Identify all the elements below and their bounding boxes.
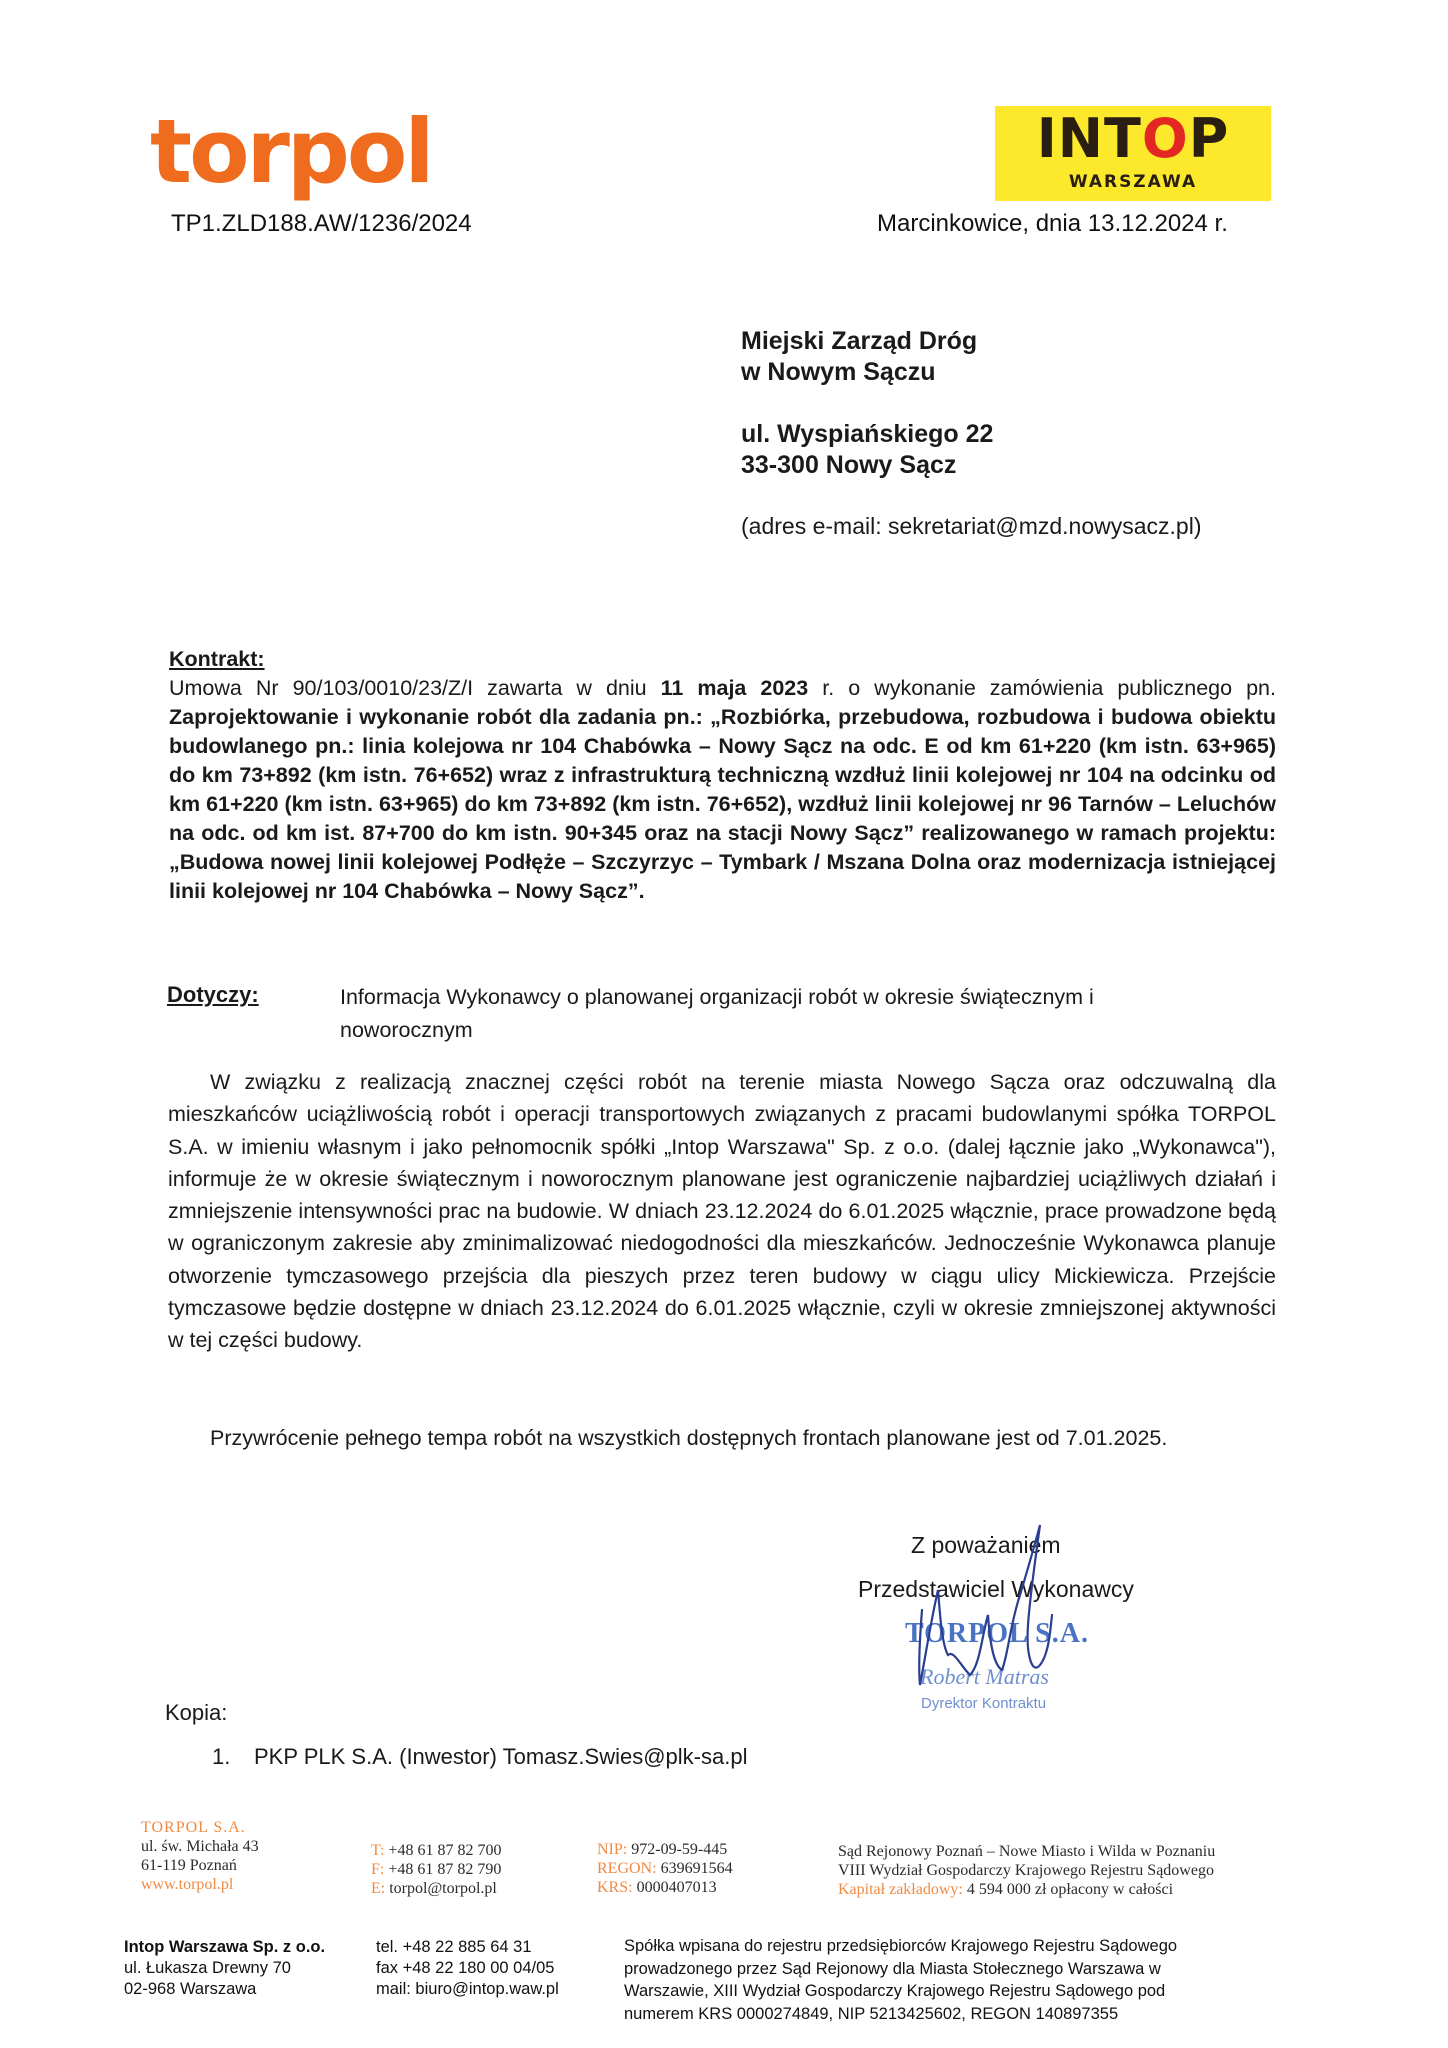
footer-torpol-ids: NIP: 972-09-59-445 REGON: 639691564 KRS: 0000407013 — [597, 1841, 733, 1896]
reference-number: TP1.ZLD188.AW/1236/2024 — [171, 210, 472, 237]
place-date: Marcinkowice, dnia 13.12.2024 r. — [877, 210, 1228, 237]
footer-torpol-contact: T: +48 61 87 82 700 F: +48 61 87 82 790 E: torpol@torpol.pl — [371, 1842, 502, 1897]
intop-logo-subtitle: WARSZAWA — [1068, 172, 1198, 192]
recipient-line: 33-300 Nowy Sącz — [741, 451, 957, 479]
footer-intop-registry: Spółka wpisana do rejestru przedsiębiorców Krajowego Rejestru Sądowego prowadzonego przez Sąd Rejonowy dla Miasta Stołecznego Warszawa w Warszawie, XIII Wydział Gospodarczy Krajowego Rejestru Sądowego pod numerem KRS 0000274849, NIP 5213425602, REGON 140897355 — [624, 1937, 1178, 2023]
footer-torpol-court: Sąd Rejonowy Poznań – Nowe Miasto i Wilda w Poznaniu VIII Wydział Gospodarczy Krajowego Rejestru Sądowego Kapitał zakładowy: 4 594 000 zł opłacony w całości — [838, 1843, 1216, 1898]
intop-swirl-icon: O — [1141, 107, 1189, 170]
recipient-email: (adres e-mail: sekretariat@mzd.nowysacz.pl) — [741, 513, 1202, 539]
body-paragraph: W związku z realizacją znacznej części robót na terenie miasta Nowego Sącza oraz odczuwalną dla mieszkańców uciążliwością robót i operacji transportowych związanych z pracami budowlanymi spółka TORPOL S.A. w imieniu własnym i jako pełnomocnik spółki „Intop Warszawa" Sp. z o.o. (dalej łącznie jako „Wykonawca"), informuje że w okresie świątecznym i noworocznym planowane jest ograniczenie najbardziej uciążliwych działań i zmniejszenie intensywności prac na budowie. W dniach 23.12.2024 do 6.01.2025 włącznie, prace prowadzone będą w ograniczonym zakresie aby zminimalizować niedogodności dla mieszkańców. Jednocześnie Wykonawca planuje otworzenie tymczasowego przejścia dla pieszych przez teren budowy w ciągu ulicy Mickiewicza. Przejście tymczasowe będzie dostępne w dniach 23.12.2024 do 6.01.2025 włącznie, czyli w okresie zmniejszonej aktywności w tej części budowy. — [168, 1070, 1276, 1353]
subject-text: Informacja Wykonawcy o planowanej organizacji robót w okresie świątecznym i noworocznym — [340, 985, 1094, 1042]
footer-torpol-address: TORPOL S.A. ul. św. Michała 43 61-119 Poznań www.torpol.pl — [141, 1819, 259, 1893]
footer-torpol-website[interactable]: www.torpol.pl — [141, 1876, 234, 1893]
recipient-line: ul. Wyspiańskiego 22 — [741, 420, 994, 448]
intop-logo — [995, 106, 1271, 201]
subject-label: Dotyczy: — [167, 982, 259, 1007]
torpol-logo: torpol — [150, 100, 432, 203]
stamp-company: TORPOL S.A. — [905, 1618, 1089, 1649]
contract-label: Kontrakt: — [169, 647, 265, 671]
footer-intop-address: Intop Warszawa Sp. z o.o. ul. Łukasza Drewny 70 02-968 Warszawa — [124, 1938, 326, 1998]
stamp-name: Robert Matras — [920, 1664, 1049, 1689]
handwritten-signature-icon — [890, 1515, 1110, 1705]
closing-phrase: Z poważaniem — [911, 1532, 1061, 1558]
stamp-title: Dyrektor Kontraktu — [921, 1695, 1047, 1712]
recipient-line: Miejski Zarząd Dróg — [741, 327, 978, 355]
copy-list-item: 1. PKP PLK S.A. (Inwestor) Tomasz.Swies@plk-sa.pl — [212, 1744, 748, 1769]
footer-intop-contact: tel. +48 22 885 64 31 fax +48 22 180 00 04/05 mail: biuro@intop.waw.pl — [376, 1938, 559, 1998]
intop-logo-wordmark: INTOP — [1036, 107, 1230, 170]
contract-text: Umowa Nr 90/103/0010/23/Z/I zawarta w dniu — [169, 676, 661, 700]
recipient-address — [741, 326, 993, 481]
copy-recipient: PKP PLK S.A. (Inwestor) Tomasz.Swies@plk-sa.pl — [254, 1744, 748, 1769]
copy-label: Kopia: — [165, 1700, 228, 1725]
contract-text: r. o wykonanie zamówienia publicznego pn. — [808, 676, 1276, 700]
signer-role: Przedstawiciel Wykonawcy — [858, 1576, 1134, 1602]
contract-title: Zaprojektowanie i wykonanie robót dla zadania pn.: „Rozbiórka, przebudowa, rozbudowa i budowa obiektu budowlanego pn.: linia kolejowa nr 104 Chabówka – Nowy Sącz na odc. E od km 61+220 (km istn. 63+965) do km 73+892 (km istn. 76+652) wraz z infrastrukturą techniczną wzdłuż linii kolejowej nr 104 na odcinku od km 61+220 (km istn. 63+965) do km 73+892 (km istn. 76+652), wzdłuż linii kolejowej nr 96 Tarnów – Leluchów na odc. od km ist. 87+700 do km istn. 90+345 oraz na stacji Nowy Sącz” realizowanego w ramach projektu: „Budowa nowej linii kolejowej Podłęże – Szczyrzyc – Tymbark / Mszana Dolna oraz modernizacja istniejącej linii kolejowej nr 104 Chabówka – Nowy Sącz”. — [169, 705, 1276, 903]
recipient-line: w Nowym Sączu — [741, 358, 936, 386]
footer-intop-company: Intop Warszawa Sp. z o.o. — [124, 1938, 326, 1956]
body-paragraph: Przywrócenie pełnego tempa robót na wszystkich dostępnych frontach planowane jest od 7.01.2025. — [210, 1426, 1168, 1450]
contract-date: 11 maja 2023 — [660, 676, 809, 700]
contract-section — [169, 645, 1276, 906]
footer-torpol-company: TORPOL S.A. — [141, 1819, 246, 1836]
